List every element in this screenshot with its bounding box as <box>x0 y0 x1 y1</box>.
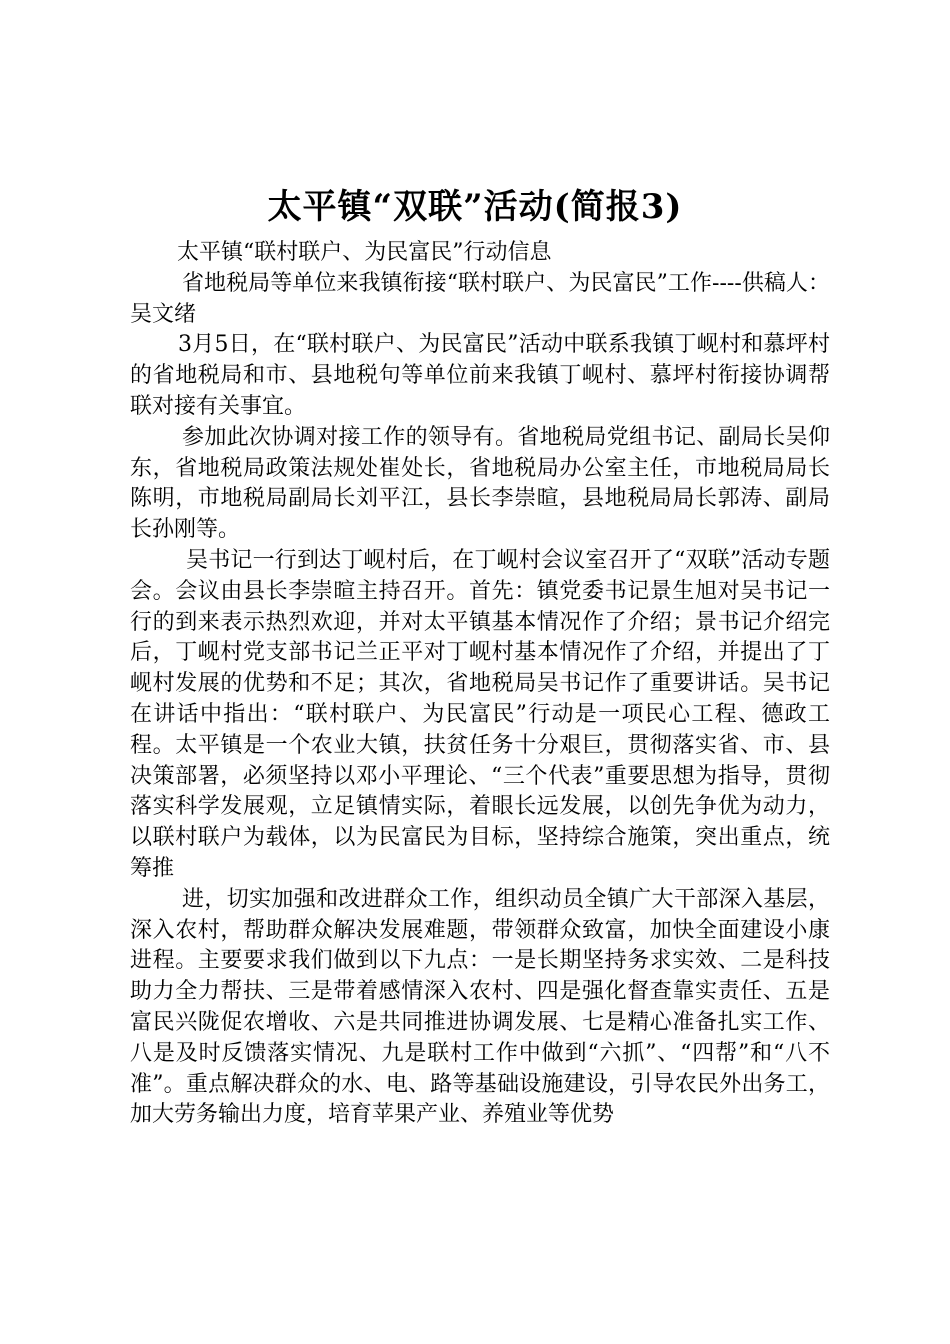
document-body <box>130 238 830 1131</box>
paragraph-meeting-details: 吴书记一行到达丁岘村后，在丁岘村会议室召开了“双联”活动专题会。会议由县长李崇暄主持召开。首先：镇党委书记景生旭对吴书记一行的到来表示热烈欢迎，并对太平镇基本情况作了介绍；景书记介绍完后，丁岘村党支部书记兰正平对丁岘村基本情况作了介绍，并提出了丁岘村发展的优势和不足；其次，省地税局吴书记作了重要讲话。吴书记在讲话中指出：“联村联户、为民富民”行动是一项民心工程、德政工程。太平镇是一个农业大镇，扶贫任务十分艰巨，贯彻落实省、市、县决策部署，必须坚持以邓小平理论、“三个代表”重要思想为指导，贯彻落实科学发展观，立足镇情实际，着眼长远发展，以创先争优为动力，以联村联户为载体，以为民富民为目标，坚持综合施策，突出重点，统筹推 <box>130 547 830 881</box>
paragraph-attendees: 参加此次协调对接工作的领导有。省地税局党组书记、副局长吴仰东，省地税局政策法规处崔处长，省地税局办公室主任，市地税局局长陈明，市地税局副局长刘平江，县长李崇暄，县地税局局长郭涛、副局长孙刚等。 <box>130 424 830 543</box>
document-title: 太平镇“双联”活动(简报3) <box>267 187 683 227</box>
paragraph-requirements: 进，切实加强和改进群众工作，组织动员全镇广大干部深入基层，深入农村，帮助群众解决发展难题，带领群众致富，加快全面建设小康进程。主要要求我们做到以下九点：一是长期坚持务求实效、二是科技助力全力帮扶、三是带着感情深入农村、四是强化督查靠实责任、五是富民兴陇促农增收、六是共同推进协调发展、七是精心准备扎实工作、八是及时反馈落实情况、九是联村工作中做到“六抓”、“四帮”和“八不准”。重点解决群众的水、电、路等基础设施建设，引导农民外出务工，加大劳务输出力度，培育苹果产业、养殖业等优势 <box>130 886 830 1128</box>
paragraph-news-headline: 省地税局等单位来我镇衔接“联村联户、为民富民”工作----供稿人：吴文绪 <box>130 270 830 327</box>
paragraph-event-summary: 3月5日，在“联村联户、为民富民”活动中联系我镇丁岘村和慕坪村的省地税局和市、县地税句等单位前来我镇丁岘村、慕坪村衔接协调帮联对接有关事宜。 <box>130 332 830 419</box>
paragraph-subheading: 太平镇“联村联户、为民富民”行动信息 <box>177 240 552 265</box>
